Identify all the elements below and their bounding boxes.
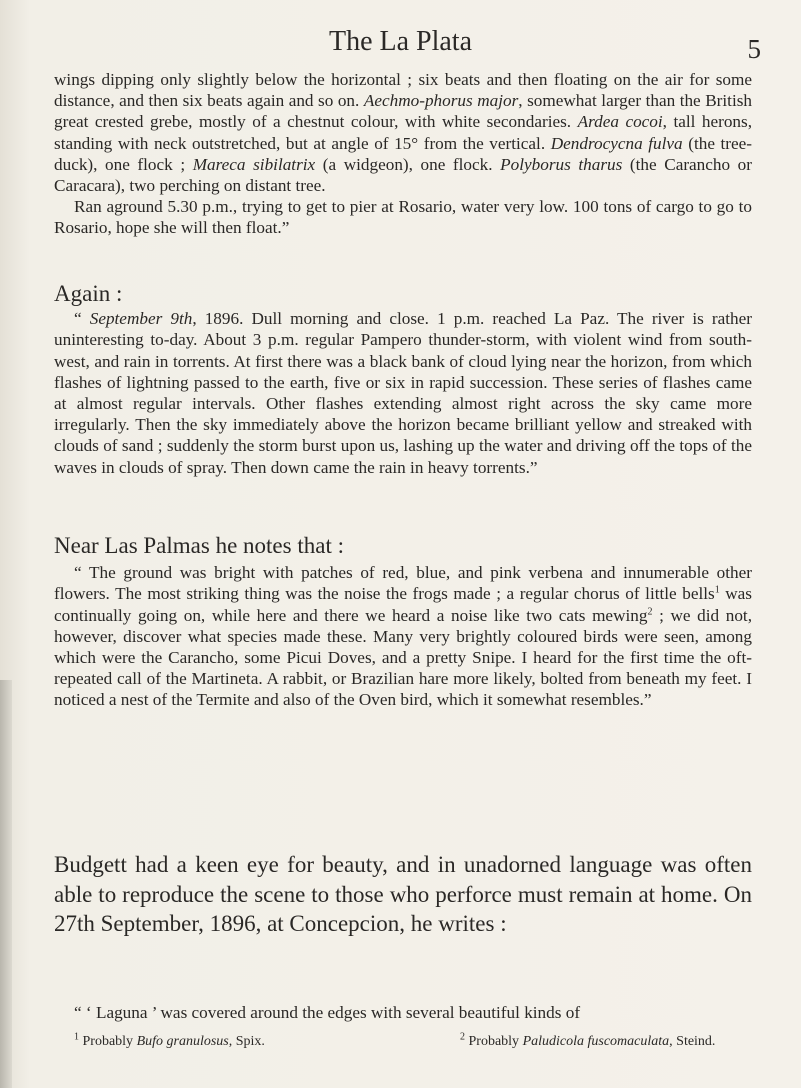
- species-name: Aechmo-phorus major: [363, 91, 519, 111]
- section-heading: Near Las Palmas he notes that :: [54, 533, 344, 558]
- running-title: The La Plata: [328, 26, 473, 57]
- footnote-ref: 2: [647, 605, 653, 617]
- species-name: Ardea cocoi: [577, 112, 663, 132]
- section-heading: Again :: [54, 281, 123, 306]
- page-header: [0, 24, 801, 64]
- las-palmas-paragraph: “ The ground was bright with patches of red, blue, and pink verbena and innumerable other flowers. The most striking thing was the noise the frogs made ; a regular chorus of little bells$^1$ was continually going on, while here and there we heard a noise like two cats mewing$^2$ ; we did not, however, discover what species made these. Many very brightly coloured birds were seen, among which were the Carancho, some Picui Doves, and a pretty Snipe. I heard for the first time the oft-repeated call of the Martineta. A rabbit, or Brazilian hare more likely, bolted from beneath my feet. I noticed a nest of the Termite and also of the Oven bird, which it somewhat resembles.”: [54, 563, 753, 710]
- species-name: Mareca sibilatrix: [192, 154, 316, 174]
- storm-paragraph: “ September 9th, 1896. Dull morning and close. 1 p.m. reached La Paz. The river is rather uninteresting to-day. About 3 p.m. regular Pampero thunder-storm, with violent wind from south-west, and rain in torrents. At first there was a black bank of cloud lying near the horizon, from which flashes of lightning passed to the earth, five or six in rapid succession. These series of flashes came at almost regular intervals. Other flashes extending almost right across the sky came more irregularly. Then the sky immediately above the horizon became brilliant yellow and streaked with clouds of sand ; suddenly the storm burst upon us, lashing up the water and driving off the tops of the waves in clouds of spray. Then down came the rain in heavy torrents.”: [54, 309, 752, 477]
- budgett-paragraph: Budgett had a keen eye for beauty, and in unadorned language was often able to reproduce the scene to those who perforce must remain at home. On 27th September, 1896, at Concepcion, he writes :: [54, 852, 752, 936]
- section-las-palmas: [54, 535, 752, 711]
- aground-paragraph: Ran aground 5.30 p.m., trying to get to pier at Rosario, water very low. 100 tons of cargo to go to Rosario, hope she will then float.”: [54, 197, 752, 238]
- entry-date: September 9th: [89, 309, 193, 329]
- species-name: Polyborus tharus: [500, 154, 623, 174]
- section-again: [54, 283, 752, 478]
- laguna-quote: [54, 1002, 752, 1023]
- quote-line: “ ‘ Laguna ’ was covered around the edges with several beautiful kinds of: [74, 1003, 581, 1022]
- species-name: Dendrocycna fulva: [550, 133, 683, 153]
- page-number: 5: [747, 34, 761, 64]
- footnote-ref: 1: [714, 584, 720, 596]
- footnote-1: $^1$ Probably Bufo granulosus, Spix.: [74, 1031, 265, 1049]
- paragraph-birds: [54, 69, 752, 239]
- footnote-2: $^2$ Probably Paludicola fuscomaculata, Steind.: [460, 1031, 716, 1049]
- bird-observations: wings dipping only slightly below the horizontal ; six beats and then floating on the air for some distance, and then six beats again and so on. Aechmo-phorus major, somewhat larger than the British great crested grebe, mostly of a chestnut colour, with white secondaries. Ardea cocoi, tall herons, standing with neck outstretched, but at angle of 15° from the vertical. Dendrocycna fulva (the tree-duck), one flock ; Mareca sibilatrix (a widgeon), one flock. Polyborus tharus (the Carancho or Caracara), two perching on distant tree.: [54, 70, 753, 196]
- page-gutter-shadow: [0, 680, 12, 1088]
